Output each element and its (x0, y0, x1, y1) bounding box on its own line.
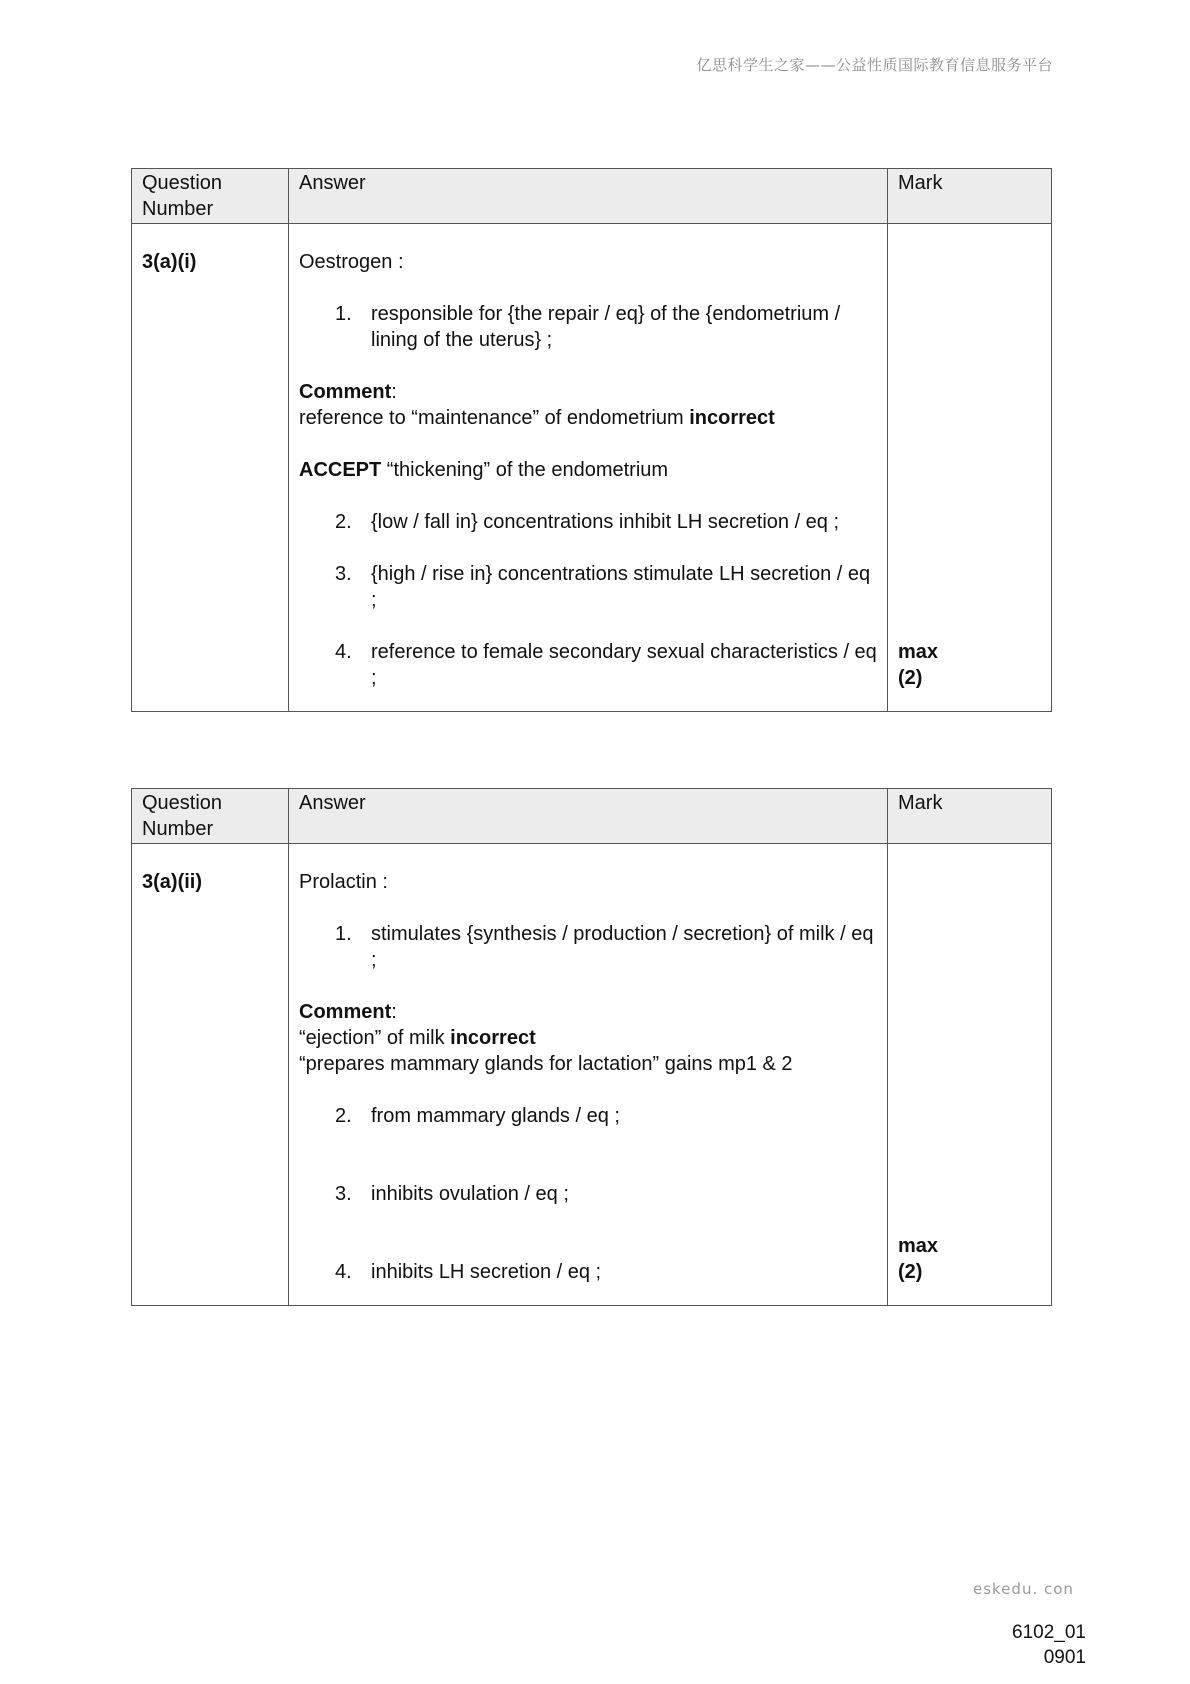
comment-label: Comment (299, 1001, 392, 1023)
answer-cell (289, 224, 888, 712)
comment-colon: : (391, 381, 397, 403)
mark-cell (888, 844, 1052, 1306)
mark-value: (2) (898, 667, 923, 689)
point-text: responsible for {the repair / eq} of the {endometrium / lining of the uterus} ; (371, 303, 841, 351)
mark-scheme-table-3a-i (131, 168, 1052, 712)
comment-colon: : (391, 1001, 397, 1023)
point-text: {high / rise in} concentrations stimulate LH secretion / eq ; (371, 563, 871, 611)
point-text: from mammary glands / eq ; (371, 1105, 620, 1127)
column-header-question-number: Question Number (132, 789, 289, 844)
answer-point-2 (335, 509, 877, 535)
answer-point-1 (335, 921, 877, 973)
answer-cell (289, 844, 888, 1306)
answer-point-3 (335, 561, 877, 613)
answer-intro: Prolactin : (299, 871, 388, 893)
comment-block (299, 379, 877, 431)
page-header: 亿思科学生之家——公益性质国际教育信息服务平台 (696, 56, 1053, 74)
comment-text: reference to “maintenance” of endometrium (299, 407, 690, 429)
accept-label: ACCEPT (299, 459, 382, 481)
point-number: 4. (335, 641, 352, 663)
mark-max: max (898, 1235, 939, 1257)
point-number: 2. (335, 511, 352, 533)
paper-session: 0901 (1043, 1647, 1086, 1668)
comment-label: Comment (299, 381, 392, 403)
question-number: 3(a)(ii) (142, 871, 202, 893)
column-header-mark: Mark (888, 169, 1052, 224)
table-row (132, 224, 1052, 712)
comment-emphasis: incorrect (689, 407, 775, 429)
answer-point-2 (335, 1103, 877, 1129)
point-number: 4. (335, 1261, 352, 1283)
point-text: {low / fall in} concentrations inhibit LH secretion / eq ; (371, 511, 840, 533)
comment-block (299, 999, 877, 1077)
table-row (132, 844, 1052, 1306)
question-number-cell (132, 224, 289, 712)
answer-point-4 (335, 1259, 877, 1285)
point-number: 3. (335, 563, 352, 585)
question-number-cell (132, 844, 289, 1306)
accept-block (299, 457, 877, 483)
point-text: reference to female secondary sexual characteristics / eq ; (371, 641, 877, 689)
question-number: 3(a)(i) (142, 251, 197, 273)
column-header-mark: Mark (888, 789, 1052, 844)
point-number: 1. (335, 923, 352, 945)
mark-value: (2) (898, 1261, 923, 1283)
column-header-question-number: Question Number (132, 169, 289, 224)
comment-text-2: “prepares mammary glands for lactation” gains mp1 & 2 (299, 1053, 793, 1075)
table-header-row (132, 169, 1052, 224)
accept-text: “thickening” of the endometrium (381, 459, 669, 481)
mark-scheme-table-3a-ii (131, 788, 1052, 1306)
paper-code: 6102_01 (1012, 1622, 1086, 1643)
comment-text: “ejection” of milk (299, 1027, 451, 1049)
footer-paper-code (1012, 1620, 1086, 1670)
point-text: inhibits ovulation / eq ; (371, 1183, 569, 1205)
point-text: stimulates {synthesis / production / secretion} of milk / eq ; (371, 923, 874, 971)
column-header-answer: Answer (289, 789, 888, 844)
footer-watermark-url: eskedu. con (973, 1580, 1074, 1598)
point-number: 2. (335, 1105, 352, 1127)
answer-point-4 (335, 639, 877, 691)
comment-emphasis: incorrect (450, 1027, 536, 1049)
answer-point-3 (335, 1181, 877, 1207)
column-header-answer: Answer (289, 169, 888, 224)
mark-max: max (898, 641, 939, 663)
answer-point-1 (335, 301, 877, 353)
mark-cell (888, 224, 1052, 712)
point-text: inhibits LH secretion / eq ; (371, 1261, 602, 1283)
answer-intro: Oestrogen : (299, 251, 404, 273)
table-header-row (132, 789, 1052, 844)
point-number: 1. (335, 303, 352, 325)
point-number: 3. (335, 1183, 352, 1205)
